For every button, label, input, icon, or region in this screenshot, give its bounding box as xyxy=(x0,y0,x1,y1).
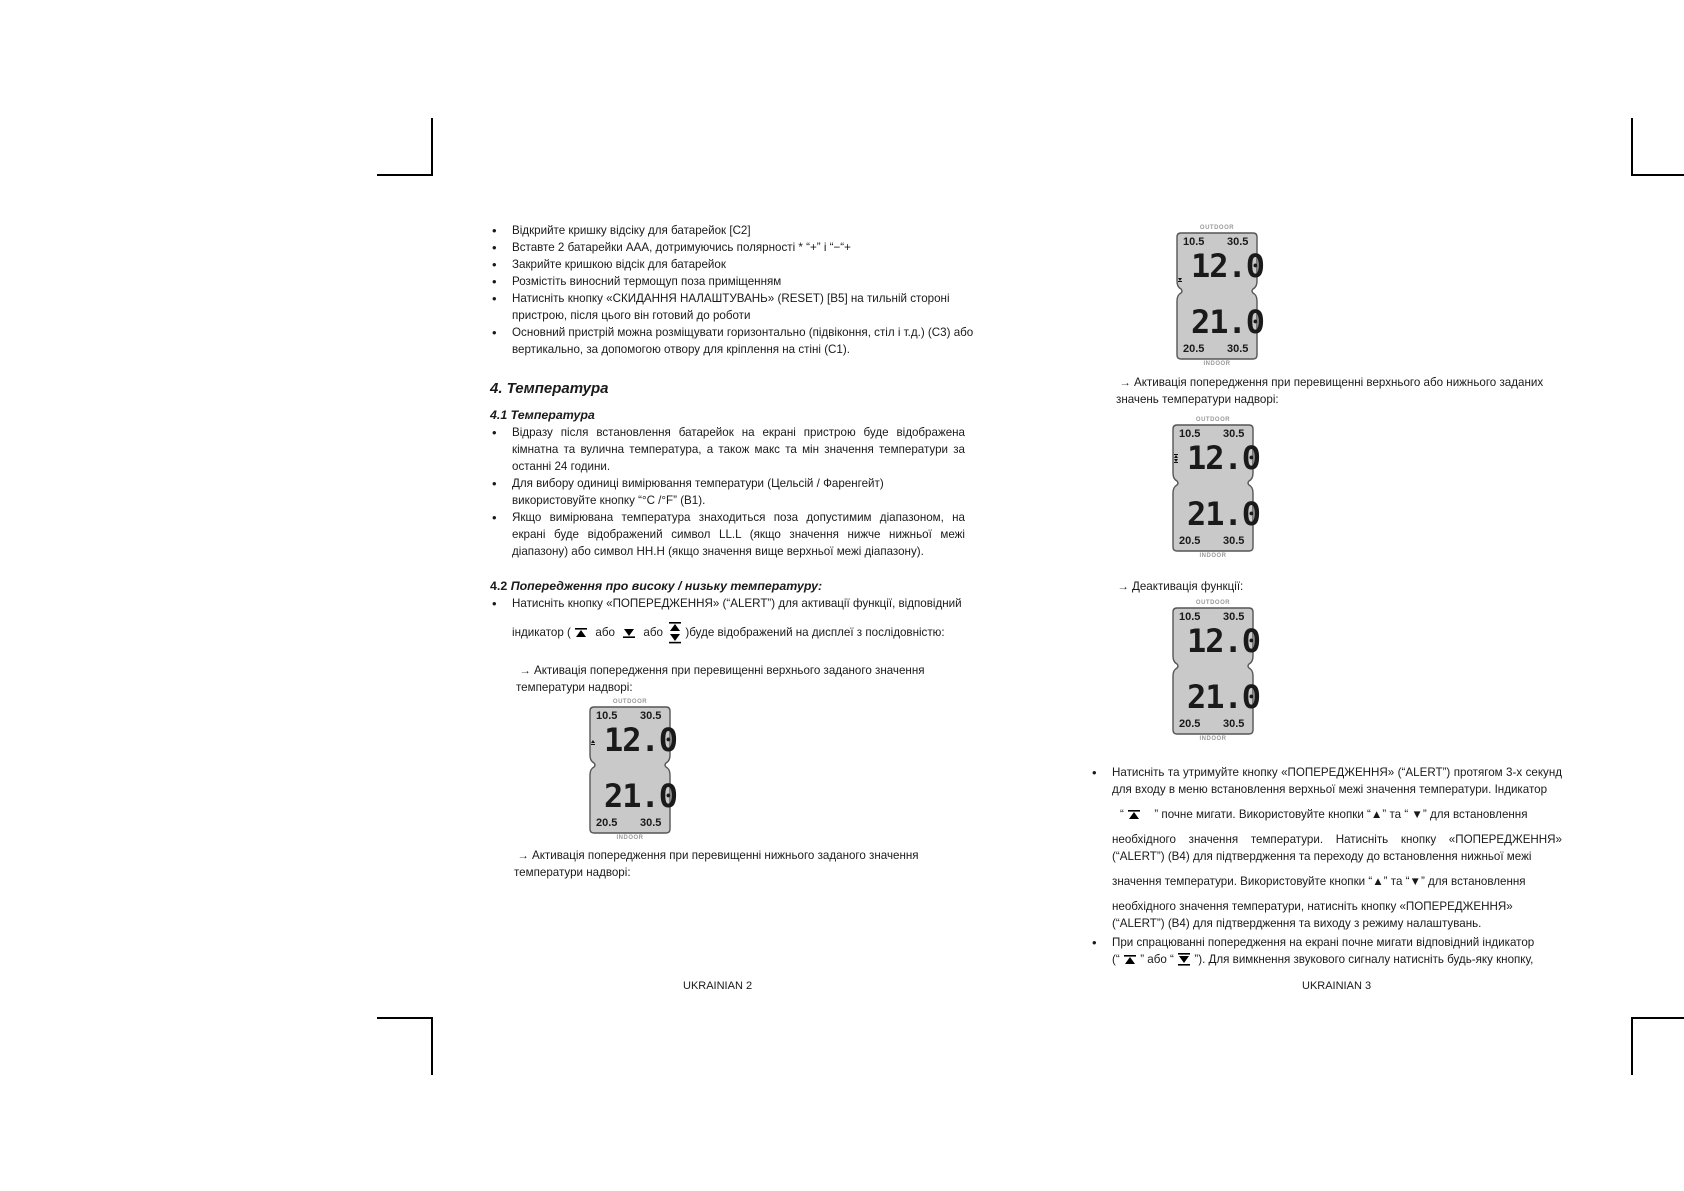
outdoor-label: OUTDOOR xyxy=(1195,600,1231,606)
lcd-display-deactivated xyxy=(1167,600,1259,742)
arrow-icon: → xyxy=(519,664,531,677)
lcd-outdoor-max: 30.5 xyxy=(1223,611,1245,623)
lcd-outdoor-min: 10.5 xyxy=(1179,611,1201,623)
indoor-label: INDOOR xyxy=(1199,553,1227,559)
heading-text: Попередження про високу / низьку температуру: xyxy=(510,579,823,593)
lcd-outdoor-min: 10.5 xyxy=(596,710,618,722)
crop-mark-top-left-v xyxy=(431,118,433,176)
outdoor-label: OUTDOOR xyxy=(612,699,648,705)
alert-low-icon xyxy=(622,628,636,638)
right-page-text xyxy=(1090,764,1562,968)
text-line: необхідного значення температури. Натисніть кнопку «ПОПЕРЕДЖЕННЯ» (“ALERT”) (B4) для підтвердження та переходу до встановлення нижньої межі xyxy=(1112,833,1562,863)
subsection-heading xyxy=(490,578,965,595)
indicator-suffix: )буде відображений на дисплеї з послідовністю: xyxy=(685,626,945,640)
or-text: або xyxy=(595,626,615,640)
lcd-outdoor-min: 10.5 xyxy=(1179,428,1201,440)
lcd-indoor-max: 30.5 xyxy=(640,817,662,829)
indicator-line: “ ” почне мигати. Використовуйте кнопки “▲” та “ ▼” для встановлення xyxy=(1120,808,1528,821)
list-item: • Натисніть кнопку «СКИДАННЯ НАЛАШТУВАНЬ» (RESET) [B5] на тильній стороні пристрою, після цього він готовий до роботи xyxy=(490,290,952,324)
lcd-indoor-min: 20.5 xyxy=(1179,535,1201,547)
crop-mark-top-right-h xyxy=(1631,174,1684,176)
subsection-heading: 4.1 Температура xyxy=(490,408,595,422)
list-item: • Закрийте кришкою відсік для батарейок xyxy=(490,256,965,273)
lcd-indoor-temp: 21.0 xyxy=(604,777,678,815)
lcd-outdoor-temp: 12.0 xyxy=(1187,622,1261,660)
lcd-outdoor-max: 30.5 xyxy=(1223,428,1245,440)
list-item: • Основний пристрій можна розміщувати горизонтально (підвіконня, стіл і т.д.) (C3) або вертикально, за допомогою отвору для кріплення на стіні (C1). xyxy=(490,324,987,358)
lcd-indoor-min: 20.5 xyxy=(1183,343,1205,355)
lcd-outdoor-max: 30.5 xyxy=(1227,236,1249,248)
lcd-indoor-temp: 21.0 xyxy=(1187,678,1261,716)
alert-high-icon xyxy=(1123,955,1137,965)
lcd-outdoor-temp: 12.0 xyxy=(1187,439,1261,477)
section-heading: 4. Температура xyxy=(490,380,609,397)
right-page-arrow-3 xyxy=(1116,374,1546,408)
text-line: значення температури. Використовуйте кнопки “▲” та “▼” для встановлення xyxy=(1112,875,1526,888)
list-item: • Вставте 2 батарейки AAA, дотримуючись полярності * “+” і “−“+ xyxy=(490,239,965,256)
alert-high-icon xyxy=(1127,810,1141,820)
lcd-display-both-alert xyxy=(1167,417,1259,559)
page-footer: UKRAINIAN 2 xyxy=(683,980,753,992)
lcd-indoor-min: 20.5 xyxy=(596,817,618,829)
indicator-line: (“ ” або “ ”). Для вимкнення звукового сигналу натисніть будь-яку кнопку, xyxy=(1112,953,1534,966)
alert-both-icon xyxy=(668,622,682,644)
crop-mark-top-right-v xyxy=(1631,118,1633,176)
indicator-line xyxy=(512,622,965,644)
crop-mark-bottom-left-v xyxy=(431,1017,433,1075)
lcd-outdoor-min: 10.5 xyxy=(1183,236,1205,248)
arrow-item: → Деактивація функції: xyxy=(1114,578,1414,595)
alert-low-icon xyxy=(1177,953,1191,967)
lcd-outdoor-max: 30.5 xyxy=(640,710,662,722)
or-text: або xyxy=(643,626,663,640)
lcd-display-low-alert xyxy=(1171,225,1263,367)
heading-number: 4.2 xyxy=(490,579,508,593)
crop-mark-bottom-left-h xyxy=(377,1017,433,1019)
right-page-arrow-4 xyxy=(1114,578,1414,595)
lcd-indoor-max: 30.5 xyxy=(1223,718,1245,730)
arrow-icon: → xyxy=(1119,376,1131,389)
list-item: • Розмістіть виносний термощуп поза приміщенням xyxy=(490,273,965,290)
indoor-label: INDOOR xyxy=(616,835,644,841)
page-footer: UKRAINIAN 3 xyxy=(1302,980,1372,992)
outdoor-label: OUTDOOR xyxy=(1199,225,1235,231)
lcd-indoor-max: 30.5 xyxy=(1223,535,1245,547)
arrow-icon: → xyxy=(517,849,529,862)
text-line: необхідного значення температури, натисніть кнопку «ПОПЕРЕДЖЕННЯ» (“ALERT”) (B4) для підтвердження та виходу з режиму налаштувань. xyxy=(1112,900,1513,930)
arrow-item: → Активація попередження при перевищенні верхнього або нижнього заданих значень температури надворі: xyxy=(1116,376,1544,406)
arrow-item: → Активація попередження при перевищенні нижнього заданого значення температури надворі: xyxy=(514,849,919,879)
left-page xyxy=(490,222,974,696)
indoor-label: INDOOR xyxy=(1203,361,1231,367)
list-item: • Відкрийте кришку відсіку для батарейок [C2] xyxy=(490,222,965,239)
outdoor-label: OUTDOOR xyxy=(1195,417,1231,423)
arrow-icon: → xyxy=(1117,580,1129,593)
list-item: • При спрацюванні попередження на екрані почне мигати відповідний індикатор xyxy=(1090,934,1562,951)
list-item: • Натисніть та утримуйте кнопку «ПОПЕРЕДЖЕННЯ» (“ALERT”) протягом 3-х секунд для входу в меню встановлення верхньої межі значення температури. Індикатор xyxy=(1090,764,1562,798)
crop-mark-bottom-right-v xyxy=(1631,1017,1633,1075)
lcd-indoor-max: 30.5 xyxy=(1227,343,1249,355)
alert-high-icon xyxy=(574,628,588,638)
lcd-outdoor-temp: 12.0 xyxy=(604,721,678,759)
arrow-item: → Активація попередження при перевищенні верхнього заданого значення температури надворі: xyxy=(516,664,925,694)
lcd-indoor-temp: 21.0 xyxy=(1187,495,1261,533)
lcd-outdoor-temp: 12.0 xyxy=(1191,247,1265,285)
lcd-display-high-alert xyxy=(584,699,676,841)
list-item: • Відразу після встановлення батарейок на екрані пристрою буде відображена кімнатна та вулична температура, а також макс та мін значення температури за останні 24 години. xyxy=(490,424,965,475)
crop-mark-top-left-h xyxy=(377,174,433,176)
indoor-label: INDOOR xyxy=(1199,736,1227,742)
crop-mark-bottom-right-h xyxy=(1631,1017,1684,1019)
lcd-indoor-min: 20.5 xyxy=(1179,718,1201,730)
left-page-bottom xyxy=(514,847,964,881)
indicator-prefix: індикатор ( xyxy=(512,626,571,640)
list-item: • Натисніть кнопку «ПОПЕРЕДЖЕННЯ» (“ALERT”) для активації функції, відповідний xyxy=(490,595,965,612)
list-item: • Якщо вимірювана температура знаходиться поза допустимим діапазоном, на екрані буде відображений символ LL.L (якщо значення нижче нижньої межі діапазону) або символ HH.H (якщо значення вище верхньої межі діапазону). xyxy=(490,509,965,560)
list-item: • Для вибору одиниці вимірювання температури (Цельсій / Фаренгейт) використовуйте кнопку “°C /°F” (B1). xyxy=(490,475,932,509)
lcd-indoor-temp: 21.0 xyxy=(1191,303,1265,341)
